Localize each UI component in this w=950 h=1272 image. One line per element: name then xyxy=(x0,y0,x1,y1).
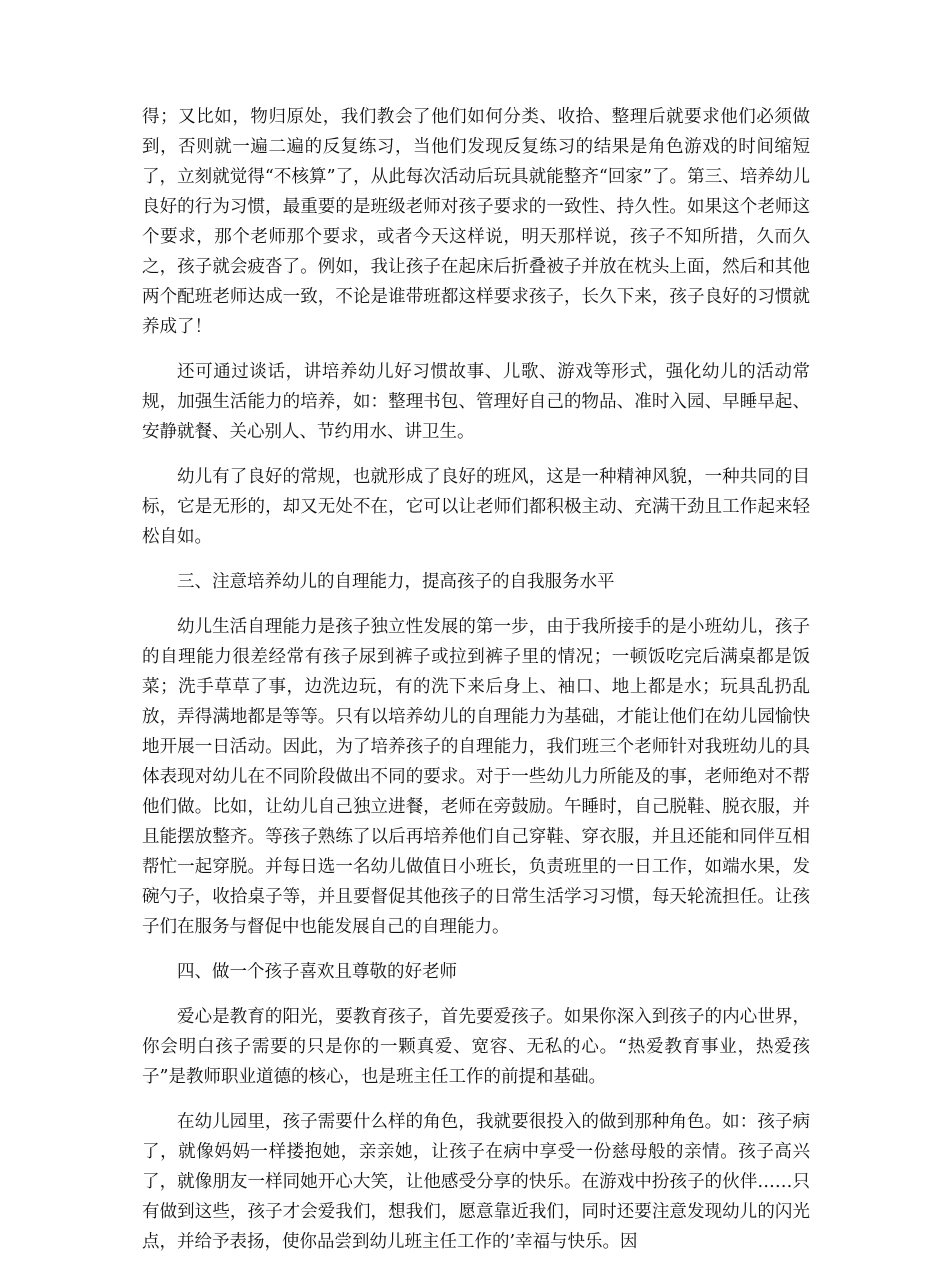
paragraph-teacher-roles: 在幼儿园里，孩子需要什么样的角色，我就要很投入的做到那种角色。如：孩子病了，就像妈妈一样搂抱她，亲亲她，让孩子在病中享受一份慈母般的亲情。孩子高兴了，就像朋友一样同她开心大笑，让他感受分享的快乐。在游戏中扮孩子的伙伴……只有做到这些，孩子才会爱我们，想我们，愿意靠近我们，同时还要注意发现幼儿的闪光点，并给予表扬，使你品尝到幼儿班主任工作的’幸福与快乐。因 xyxy=(142,1112,810,1252)
paragraph-class-atmosphere: 幼儿有了良好的常规，也就形成了良好的班风，这是一种精神风貌，一种共同的目标，它是无形的，却又无处不在，它可以让老师们都积极主动、充满干劲且工作起来轻松自如。 xyxy=(142,467,810,547)
paragraph-love-of-teaching: 爱心是教育的阳光，要教育孩子，首先要爱孩子。如果你深入到孩子的内心世界，你会明白孩子需要的只是你的一颗真爱、宽容、无私的心。“热爱教育事业，热爱孩子”是教师职业道德的核心，也是班主任工作的前提和基础。 xyxy=(142,1007,810,1087)
section-heading-good-teacher: 四、做一个孩子喜欢且尊敬的好老师 xyxy=(177,962,457,982)
section-heading-self-care: 三、注意培养幼儿的自理能力，提高孩子的自我服务水平 xyxy=(177,572,615,592)
paragraph-habit-consistency: 得；又比如，物归原处，我们教会了他们如何分类、收拾、整理后就要求他们必须做到，否则就一遍二遍的反复练习，当他们发现反复练习的结果是角色游戏的时间缩短了，立刻就觉得“不核算”了，从此每次活动后玩具就能整齐“回家”了。第三、培养幼儿良好的行为习惯，最重要的是班级老师对孩子要求的一致性、持久性。如果这个老师这个要求，那个老师那个要求，或者今天这样说，明天那样说，孩子不知所措，久而久之，孩子就会疲沓了。例如，我让孩子在起床后折叠被子并放在枕头上面，然后和其他两个配班老师达成一致，不论是谁带班都这样要求孩子，长久下来，孩子良好的习惯就养成了！ xyxy=(142,107,810,337)
paragraph-self-care-ability: 幼儿生活自理能力是孩子独立性发展的第一步，由于我所接手的是小班幼儿，孩子的自理能力很差经常有孩子尿到裤子或拉到裤子里的情况；一顿饭吃完后满桌都是饭菜；洗手草草了事，边洗边玩，有的洗下来后身上、袖口、地上都是水；玩具乱扔乱放，弄得满地都是等等。只有以培养幼儿的自理能力为基础，才能让他们在幼儿园愉快地开展一日活动。因此，为了培养孩子的自理能力，我们班三个老师针对我班幼儿的具体表现对幼儿在不同阶段做出不同的要求。对于一些幼儿力所能及的事，老师绝对不帮他们做。比如，让幼儿自己独立进餐，老师在旁鼓励。午睡时，自己脱鞋、脱衣服，并且能摆放整齐。等孩子熟练了以后再培养他们自己穿鞋、穿衣服，并且还能和同伴互相帮忙一起穿脱。并每日选一名幼儿做值日小班长，负责班里的一日工作，如端水果，发碗勺子，收拾桌子等，并且要督促其他孩子的日常生活学习习惯，每天轮流担任。让孩子们在服务与督促中也能发展自己的自理能力。 xyxy=(142,617,810,937)
document-body xyxy=(142,102,810,1272)
paragraph-routine-activities: 还可通过谈话，讲培养幼儿好习惯故事、儿歌、游戏等形式，强化幼儿的活动常规，加强生活能力的培养，如：整理书包、管理好自己的物品、准时入园、早睡早起、安静就餐、关心别人、节约用水、讲卫生。 xyxy=(142,362,810,442)
